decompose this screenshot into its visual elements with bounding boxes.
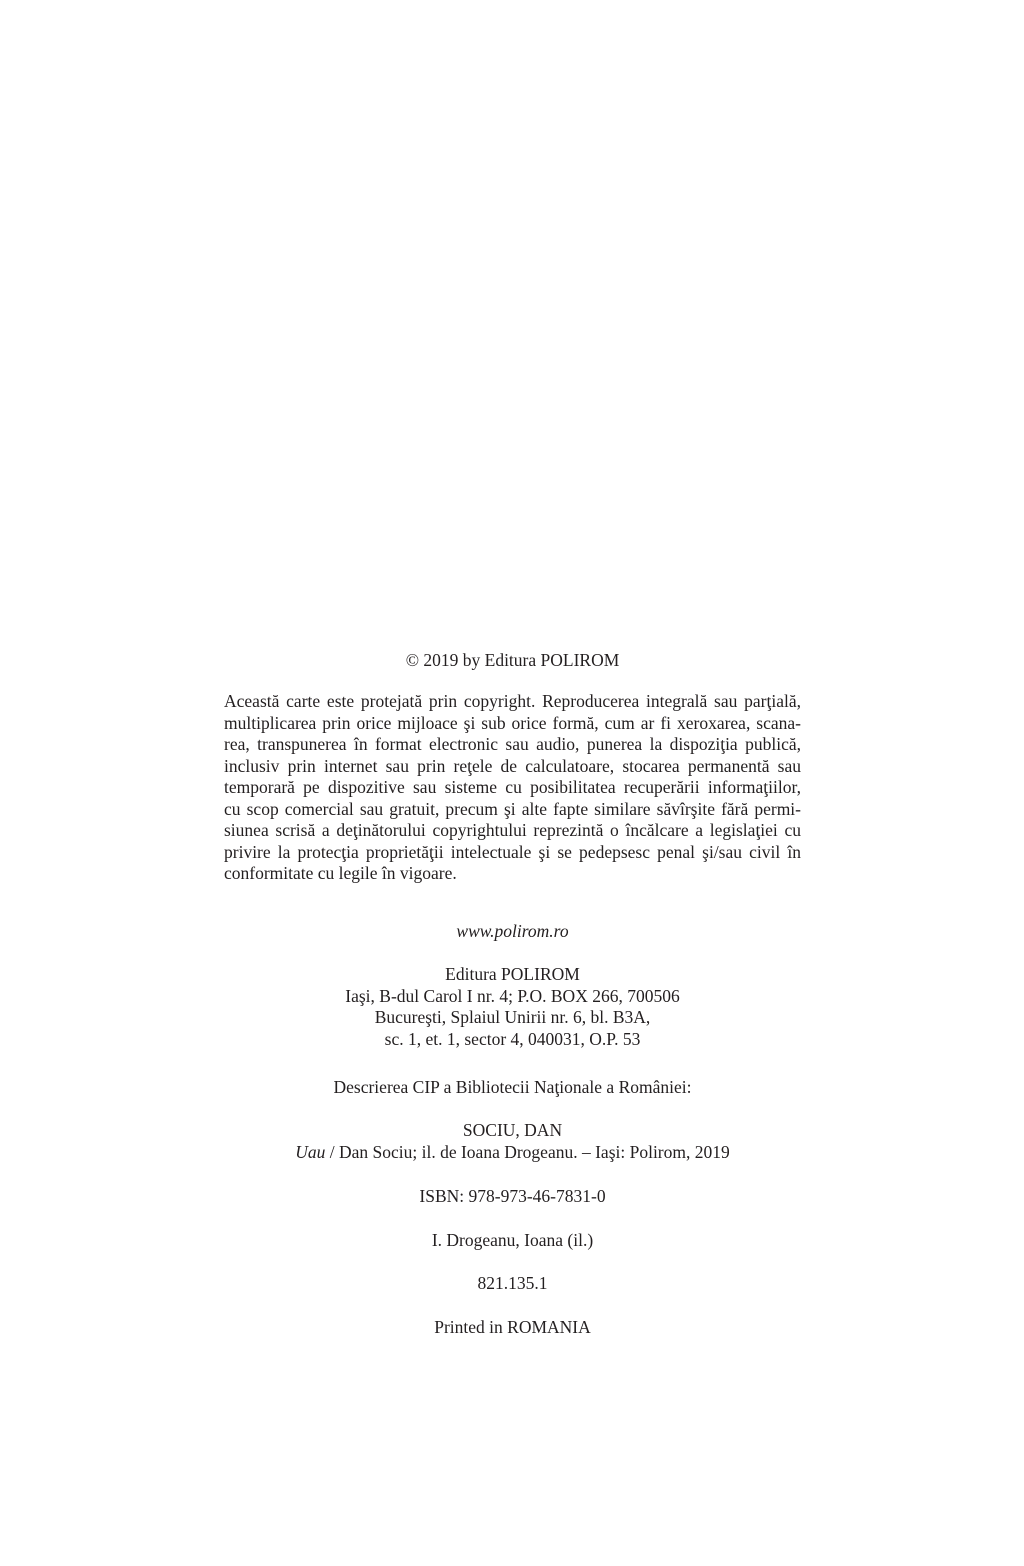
publisher-website: www.polirom.ro xyxy=(456,921,569,941)
cip-title: Uau xyxy=(295,1141,326,1162)
cip-title-rest: / Dan Sociu; il. de Ioana Drogeanu. – Iaşi: Polirom, 2019 xyxy=(325,1141,730,1162)
copyright-notice: © 2019 by Editura POLIROM xyxy=(405,650,620,670)
legal-line: multiplicarea prin orice mijloace şi sub orice formă, cum ar fi xeroxarea, scana- xyxy=(224,712,801,733)
publisher-address-iasi: Iaşi, B-dul Carol I nr. 4; P.O. BOX 266, 700506 xyxy=(345,985,680,1006)
isbn: ISBN: 978-973-46-7831-0 xyxy=(419,1186,606,1206)
publisher-info xyxy=(224,964,801,1050)
legal-line: privire la protecţia proprietăţii intelectuale şi se pedepsesc penal şi/sau civil în xyxy=(224,841,801,862)
legal-line: Această carte este protejată prin copyright. Reproducerea integrală sau parţială, xyxy=(224,691,801,711)
cip-index-entry: I. Drogeanu, Ioana (il.) xyxy=(431,1230,594,1250)
printed-in: Printed in ROMANIA xyxy=(434,1317,591,1337)
legal-line: temporară pe dispozitive sau sisteme cu posibilitatea recuperării informaţiilor, xyxy=(224,777,801,797)
legal-line: conformitate cu legile în vigoare. xyxy=(224,863,457,883)
publisher-address-bucuresti-cont: sc. 1, et. 1, sector 4, 040031, O.P. 53 xyxy=(384,1028,641,1049)
legal-notice xyxy=(224,691,801,885)
cip-header: Descrierea CIP a Bibliotecii Naţionale a României: xyxy=(333,1077,692,1097)
legal-line: siunea scrisă a deţinătorului copyrightului reprezintă o încălcare a legislaţiei cu xyxy=(224,820,801,840)
legal-line: inclusiv prin internet sau prin reţele de calculatoare, stocarea permanentă sau xyxy=(224,755,801,776)
cip-record xyxy=(224,1120,801,1163)
cip-title-line xyxy=(224,1142,801,1164)
publisher-address-bucuresti: Bucureşti, Splaiul Unirii nr. 6, bl. B3A, xyxy=(374,1007,651,1027)
legal-line: cu scop comercial sau gratuit, precum şi alte fapte similare săvîrşite fără permi- xyxy=(224,798,801,819)
publisher-name: Editura POLIROM xyxy=(445,964,580,984)
cip-author: SOCIU, DAN xyxy=(462,1120,563,1140)
legal-line: rea, transpunerea în format electronic sau audio, punerea la dispoziţia publică, xyxy=(224,734,801,754)
udc-code: 821.135.1 xyxy=(477,1273,548,1293)
